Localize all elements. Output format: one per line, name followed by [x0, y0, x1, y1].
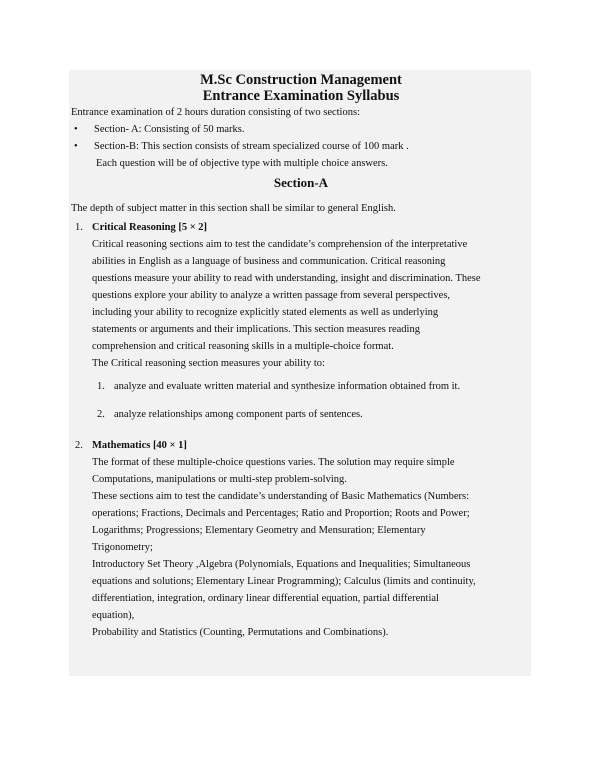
paragraph-line: including your ability to recognize explicitly stated elements as well as underlying: [92, 307, 439, 318]
paragraph-line: questions explore your ability to analyze a written passage from several perspectives,: [92, 290, 451, 301]
critical-reasoning-item: [71, 219, 531, 372]
paragraph-line: Probability and Statistics (Counting, Permutations and Combinations).: [92, 627, 389, 638]
item-heading: Mathematics [40 × 1]: [92, 440, 187, 451]
title-line-1: M.Sc Construction Management: [200, 72, 402, 88]
title-line-2: Entrance Examination Syllabus: [202, 88, 400, 104]
sub-item-number: 1.: [97, 381, 105, 392]
paragraph-line: equations and solutions; Elementary Linear Programming); Calculus (limits and continuity,: [92, 576, 476, 587]
section-a-intro: The depth of subject matter in this section shall be similar to general English.: [71, 203, 396, 214]
paragraph-line: The Critical reasoning section measures your ability to:: [92, 358, 325, 369]
paragraph-line: The format of these multiple-choice questions varies. The solution may require simple: [92, 457, 455, 468]
paragraph-line: Logarithms; Progressions; Elementary Geometry and Mensuration; Elementary: [92, 525, 426, 536]
intro-text: Entrance examination of 2 hours duration consisting of two sections:: [71, 107, 360, 118]
item-heading: Critical Reasoning [5 × 2]: [92, 222, 208, 233]
mathematics-item: [71, 437, 531, 641]
syllabus-content: [71, 72, 531, 641]
paragraph-line: comprehension and critical reasoning skills in a multiple-choice format.: [92, 341, 394, 352]
bullet-item: [71, 138, 531, 155]
bullet-text: Section-B: This section consists of stream specialized course of 100 mark .: [94, 141, 409, 152]
sub-item: [71, 378, 531, 395]
sub-item-number: 2.: [97, 409, 105, 420]
sub-item-text: analyze and evaluate written material and synthesize information obtained from it.: [114, 381, 461, 392]
section-a-title: Section-A: [273, 175, 329, 190]
paragraph-line: equation),: [92, 610, 135, 621]
bullet-dot-icon: •: [74, 124, 78, 135]
item-number: 1.: [75, 222, 83, 233]
paragraph-line: Introductory Set Theory ,Algebra (Polynomials, Equations and Inequalities; Simultaneous: [92, 559, 471, 570]
bullet-item: [71, 121, 531, 138]
bullet-dot-icon: •: [74, 141, 78, 152]
paragraph-line: statements or arguments and their implications. This section measures reading: [92, 324, 420, 335]
paragraph-line: abilities in English as a language of business and communication. Critical reasoning: [92, 256, 446, 267]
bullet-text: Section- A: Consisting of 50 marks.: [94, 124, 245, 135]
paragraph-line: differentiation, integration, ordinary linear differential equation, partial differential: [92, 593, 439, 604]
paragraph-line: These sections aim to test the candidate’s understanding of Basic Mathematics (Numbers:: [92, 491, 470, 502]
sub-item-text: analyze relationships among component parts of sentences.: [114, 409, 363, 420]
paragraph-line: Computations, manipulations or multi-step problem-solving.: [92, 474, 347, 485]
paragraph-line: questions measure your ability to read with understanding, insight and discrimination. These: [92, 273, 481, 284]
objective-note: Each question will be of objective type with multiple choice answers.: [96, 158, 388, 169]
paragraph-line: Trigonometry;: [92, 542, 153, 553]
item-number: 2.: [75, 440, 83, 451]
sub-item: [71, 406, 531, 423]
paragraph-line: operations; Fractions, Decimals and Percentages; Ratio and Proportion; Roots and Power;: [92, 508, 470, 519]
paragraph-line: Critical reasoning sections aim to test the candidate’s comprehension of the interpretative: [92, 239, 468, 250]
document-title: [71, 72, 531, 104]
